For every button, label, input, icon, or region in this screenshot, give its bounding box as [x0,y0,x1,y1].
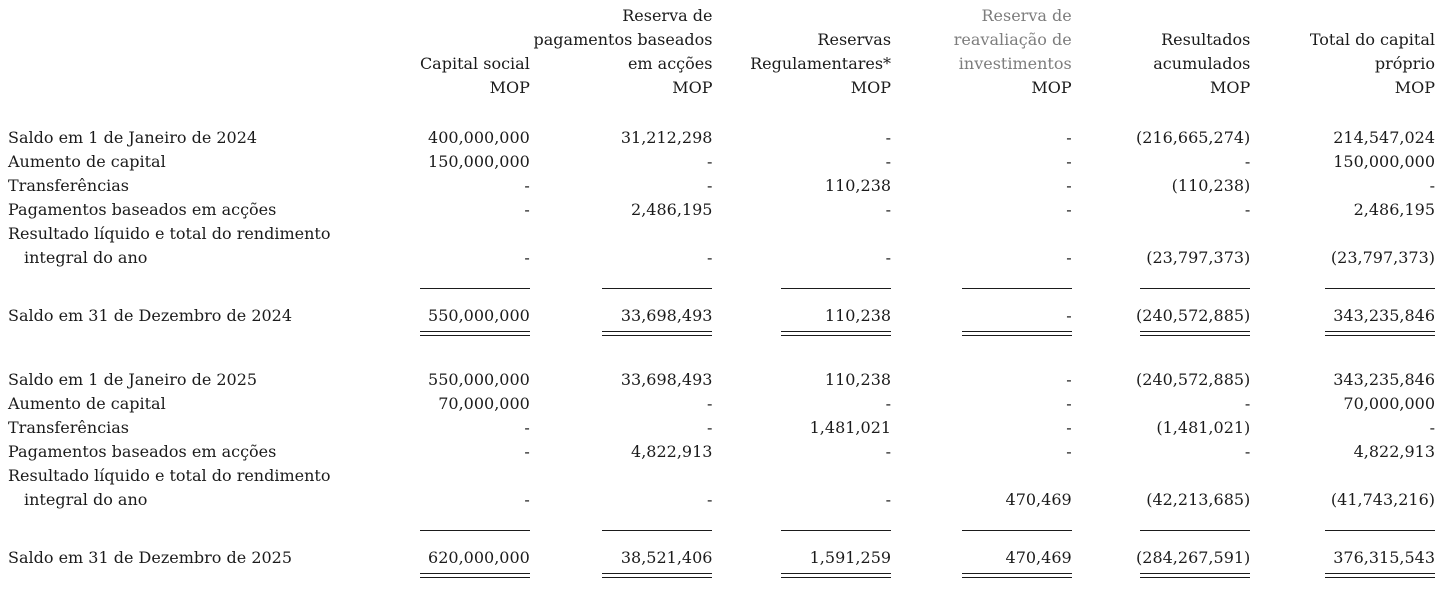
double-rule [1325,573,1435,578]
single-rule-row [0,512,1435,538]
row-label: integral do ano [24,248,148,267]
row-label-column-header [0,0,393,100]
value-cell-capital-social: - [524,176,530,195]
double-rule-row [0,328,1435,348]
rule-cell [530,512,713,538]
spacer-row [0,100,1435,126]
value-cell-reserva-reavaliacao-investimentos: - [1066,370,1072,389]
column-unit: MOP [850,78,892,97]
value-cell-reserva-pagamentos-baseados-em-accoes [530,222,713,246]
rule-cell [891,328,1072,348]
rule-cell [393,512,529,538]
rule-cell [891,512,1072,538]
spacer-cell [0,348,1435,368]
spacer-row [0,348,1435,368]
rule-cell [530,270,713,296]
double-rule [420,331,530,336]
table-row [0,198,1435,222]
empty-cell [0,328,393,348]
table-row [0,246,1435,270]
single-rule [781,530,891,531]
column-header-line: Reserva de [622,6,713,25]
empty-cell [0,570,393,590]
value-cell-reserva-pagamentos-baseados-em-accoes: 4,822,913 [631,442,713,461]
double-rule [962,573,1072,578]
row-label: Resultado líquido e total do rendimento [8,224,331,243]
row-label: Transferências [8,418,130,437]
column-header-line: reavaliação de [953,30,1072,49]
single-rule [1140,530,1250,531]
value-cell-reservas-regulamentares [712,222,891,246]
value-cell-reserva-reavaliacao-investimentos: - [1066,128,1072,147]
value-cell-resultados-acumulados: (1,481,021) [1156,418,1251,437]
value-cell-capital-social: 70,000,000 [438,394,530,413]
double-rule-row [0,570,1435,590]
value-cell-reserva-reavaliacao-investimentos: - [1066,394,1072,413]
row-label: Saldo em 31 de Dezembro de 2024 [8,306,293,325]
table-row [0,174,1435,198]
row-label: Pagamentos baseados em acções [8,200,277,219]
rule-cell [1072,570,1251,590]
value-cell-capital-social [393,464,529,488]
table-row [0,464,1435,488]
table-header [0,0,1435,100]
value-cell-reserva-reavaliacao-investimentos [891,464,1072,488]
value-cell-reservas-regulamentares: - [885,200,892,219]
single-rule [602,288,712,289]
value-cell-reserva-pagamentos-baseados-em-accoes: 33,698,493 [620,306,713,325]
value-cell-resultados-acumulados: - [1244,394,1251,413]
rule-cell [712,270,891,296]
value-cell-resultados-acumulados: (284,267,591) [1136,548,1251,567]
rule-cell [891,270,1072,296]
row-label: Saldo em 31 de Dezembro de 2025 [8,548,293,567]
value-cell-resultados-acumulados: - [1244,442,1251,461]
column-header-line: Reserva de [981,6,1072,25]
total-row [0,538,1435,570]
value-cell-total-capital-proprio: 2,486,195 [1353,200,1435,219]
rule-cell [1072,328,1251,348]
row-label: Transferências [8,176,130,195]
value-cell-reserva-reavaliacao-investimentos: - [1066,200,1072,219]
column-header-reserva-reavaliacao-investimentos [891,0,1072,100]
value-cell-reservas-regulamentares: - [885,394,892,413]
single-rule [1325,288,1435,289]
rule-cell [530,570,713,590]
table-row [0,488,1435,512]
rule-cell [712,328,891,348]
row-label: Pagamentos baseados em acções [8,442,277,461]
value-cell-reserva-pagamentos-baseados-em-accoes: 31,212,298 [620,128,713,147]
table-row [0,150,1435,174]
value-cell-reserva-reavaliacao-investimentos: 470,469 [1005,548,1072,567]
empty-cell [0,512,393,538]
single-rule [420,530,530,531]
value-cell-reserva-pagamentos-baseados-em-accoes [530,464,713,488]
single-rule [420,288,530,289]
column-header-line: em acções [627,54,713,73]
rule-cell [1250,512,1435,538]
row-label: Aumento de capital [8,152,166,171]
value-cell-resultados-acumulados: (110,238) [1171,176,1251,195]
value-cell-total-capital-proprio [1250,222,1435,246]
value-cell-total-capital-proprio: 343,235,846 [1333,370,1435,389]
single-rule-row [0,270,1435,296]
value-cell-reserva-pagamentos-baseados-em-accoes: - [707,248,713,267]
value-cell-resultados-acumulados: (23,797,373) [1146,248,1251,267]
value-cell-reservas-regulamentares: - [885,128,892,147]
table-row [0,440,1435,464]
table-row [0,126,1435,150]
row-label: integral do ano [24,490,148,509]
value-cell-resultados-acumulados [1072,222,1251,246]
column-header-resultados-acumulados [1072,0,1251,100]
value-cell-total-capital-proprio [1250,464,1435,488]
rule-cell [1250,328,1435,348]
value-cell-reservas-regulamentares [712,464,891,488]
double-rule [1140,573,1250,578]
value-cell-reserva-pagamentos-baseados-em-accoes: - [707,152,713,171]
column-header-line: Reservas [817,30,892,49]
value-cell-capital-social: - [524,490,530,509]
value-cell-capital-social: - [524,248,530,267]
column-unit: MOP [1394,78,1435,97]
empty-cell [0,270,393,296]
value-cell-reserva-pagamentos-baseados-em-accoes: 33,698,493 [620,370,713,389]
column-header-capital-social [393,0,529,100]
value-cell-capital-social: 550,000,000 [428,370,530,389]
column-header-line: Regulamentares* [750,54,892,73]
double-rule [781,573,891,578]
value-cell-resultados-acumulados: (240,572,885) [1136,306,1251,325]
value-cell-total-capital-proprio: 376,315,543 [1333,548,1435,567]
value-cell-capital-social: - [524,418,530,437]
value-cell-reservas-regulamentares: - [885,442,892,461]
single-rule [781,288,891,289]
value-cell-total-capital-proprio: - [1429,418,1435,437]
value-cell-reserva-pagamentos-baseados-em-accoes: - [707,490,713,509]
rule-cell [393,270,529,296]
rule-cell [891,570,1072,590]
value-cell-resultados-acumulados: (42,213,685) [1146,490,1251,509]
column-header-line: pagamentos baseados [533,30,713,49]
value-cell-capital-social: 400,000,000 [428,128,530,147]
double-rule [602,331,712,336]
table-row [0,392,1435,416]
value-cell-reserva-reavaliacao-investimentos [891,222,1072,246]
column-header-reserva-pagamentos-baseados-em-accoes [530,0,713,100]
double-rule [781,331,891,336]
value-cell-total-capital-proprio: 4,822,913 [1353,442,1435,461]
value-cell-total-capital-proprio: 150,000,000 [1333,152,1435,171]
row-label: Resultado líquido e total do rendimento [8,466,331,485]
column-header-line: Resultados [1161,30,1251,49]
value-cell-total-capital-proprio: (23,797,373) [1330,248,1435,267]
total-row [0,296,1435,328]
rule-cell [393,328,529,348]
rule-cell [1250,570,1435,590]
value-cell-reservas-regulamentares: - [885,490,892,509]
row-label: Aumento de capital [8,394,166,413]
value-cell-resultados-acumulados: - [1244,152,1251,171]
column-header-total-capital-proprio [1250,0,1435,100]
column-header-reservas-regulamentares [712,0,891,100]
rule-cell [712,512,891,538]
value-cell-reserva-reavaliacao-investimentos: - [1066,418,1072,437]
value-cell-capital-social: 150,000,000 [428,152,530,171]
value-cell-total-capital-proprio: 343,235,846 [1333,306,1435,325]
column-header-line: próprio [1374,54,1435,73]
rule-cell [530,328,713,348]
value-cell-reservas-regulamentares: 110,238 [824,370,892,389]
double-rule [602,573,712,578]
column-unit: MOP [489,78,530,97]
table-row [0,416,1435,440]
value-cell-total-capital-proprio: (41,743,216) [1330,490,1435,509]
table-row [0,222,1435,246]
value-cell-total-capital-proprio: - [1429,176,1435,195]
single-rule [1140,288,1250,289]
rule-cell [712,570,891,590]
column-unit: MOP [672,78,713,97]
table-row [0,368,1435,392]
row-label: Saldo em 1 de Janeiro de 2025 [8,370,258,389]
column-header-line: investimentos [958,54,1072,73]
double-rule [420,573,530,578]
value-cell-resultados-acumulados: (216,665,274) [1136,128,1251,147]
rule-cell [1250,270,1435,296]
single-rule [962,288,1072,289]
value-cell-reserva-reavaliacao-investimentos: - [1066,248,1072,267]
value-cell-reserva-pagamentos-baseados-em-accoes: - [707,394,713,413]
double-rule [962,331,1072,336]
single-rule [602,530,712,531]
value-cell-capital-social: - [524,200,530,219]
single-rule [962,530,1072,531]
value-cell-reserva-reavaliacao-investimentos: - [1066,176,1072,195]
column-unit: MOP [1210,78,1251,97]
value-cell-reserva-reavaliacao-investimentos: - [1066,306,1072,325]
rule-cell [1072,270,1251,296]
value-cell-total-capital-proprio: 70,000,000 [1343,394,1435,413]
value-cell-reserva-reavaliacao-investimentos: - [1066,442,1072,461]
row-label: Saldo em 1 de Janeiro de 2024 [8,128,258,147]
value-cell-total-capital-proprio: 214,547,024 [1333,128,1435,147]
value-cell-reserva-reavaliacao-investimentos: - [1066,152,1072,171]
value-cell-capital-social: 620,000,000 [428,548,530,567]
value-cell-reservas-regulamentares: 1,591,259 [809,548,892,567]
value-cell-reservas-regulamentares: 110,238 [824,306,892,325]
double-rule [1140,331,1250,336]
column-header-line: Capital social [419,54,530,73]
value-cell-resultados-acumulados: - [1244,200,1251,219]
value-cell-reserva-reavaliacao-investimentos: 470,469 [1005,490,1072,509]
value-cell-capital-social [393,222,529,246]
value-cell-resultados-acumulados [1072,464,1251,488]
spacer-cell [0,100,1435,126]
rule-cell [1072,512,1251,538]
column-header-line: acumulados [1153,54,1251,73]
value-cell-reservas-regulamentares: - [885,152,892,171]
value-cell-resultados-acumulados: (240,572,885) [1136,370,1251,389]
rule-cell [393,570,529,590]
column-header-line: Total do capital [1309,30,1435,49]
value-cell-reserva-pagamentos-baseados-em-accoes: - [707,176,713,195]
value-cell-reservas-regulamentares: 1,481,021 [809,418,892,437]
value-cell-reserva-pagamentos-baseados-em-accoes: 2,486,195 [631,200,713,219]
value-cell-capital-social: - [524,442,530,461]
value-cell-reservas-regulamentares: 110,238 [824,176,892,195]
double-rule [1325,331,1435,336]
column-unit: MOP [1031,78,1072,97]
value-cell-capital-social: 550,000,000 [428,306,530,325]
single-rule [1325,530,1435,531]
value-cell-reservas-regulamentares: - [885,248,892,267]
value-cell-reserva-pagamentos-baseados-em-accoes: 38,521,406 [620,548,713,567]
value-cell-reserva-pagamentos-baseados-em-accoes: - [707,418,713,437]
